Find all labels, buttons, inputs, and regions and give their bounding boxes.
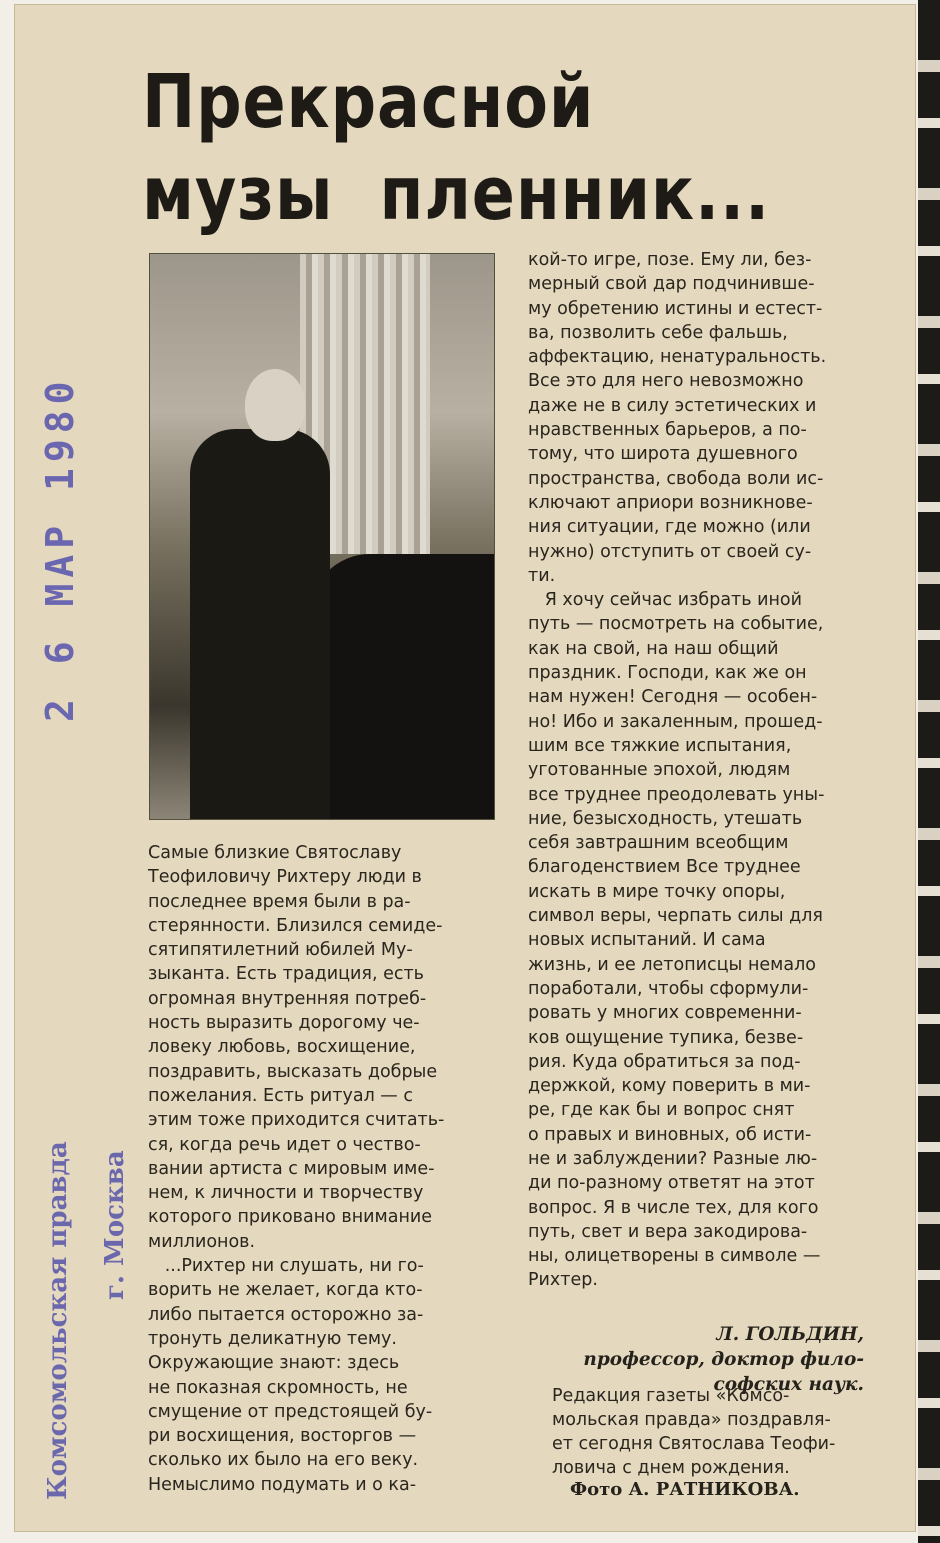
author-signature: Л. ГОЛЬДИН, профессор, доктор фило- софских наук. xyxy=(583,1324,864,1395)
photo-credit: Фото А. РАТНИКОВА. xyxy=(570,1479,800,1500)
pianist-head xyxy=(245,369,305,441)
headline: Прекрасной музы пленник... xyxy=(142,59,771,237)
newspaper-stamp: Комсомольская правда xyxy=(43,1141,73,1500)
editorial-note: Редакция газеты «Комсо- мольская правда» поздравля- ет сегодня Святослава Теофи- ловича с днем рождения. xyxy=(552,1386,836,1478)
newspaper-clipping xyxy=(14,4,916,1532)
photo-of-pianist xyxy=(150,254,494,819)
scan-edge xyxy=(918,0,940,1543)
date-stamp: 2 6 МАР 1980 xyxy=(38,375,82,722)
article-column-1: Самые близкие Святославу Теофиловичу Рихтеру люди в последнее время были в ра- стерянности. Близился семиде- сятипятилетний юбилей Му- зыканта. Есть традиция, есть огромная внутренняя потреб- ность выразить дорогому че- ловеку любовь, восхищение, поздравить, высказать добрые пожелания. Есть ритуал — с этим тоже приходится считать- ся, когда речь идет о чество- вании артиста с мировым име- нем, к личности и творчеству которого приковано внимание миллионов. ...Рихтер ни слушать, ни го- ворить не желает, когда кто- либо пытается осторожно за- тронуть деликатную тему. Окружающие знают: здесь не показная скромность, не смущение от предстоящей бу- ри восхищения, восторгов — сколько их было на его веку. Немыслимо подумать и о ка- xyxy=(148,843,445,1495)
pianist-figure xyxy=(190,429,330,819)
city-stamp: г. Москва xyxy=(100,1150,130,1300)
article-column-2: кой-то игре, позе. Ему ли, без- мерный свой дар подчинивше- му обретению истины и естест- ва, позволить себе фальшь, аффектацию, ненатуральность. Все это для него невозможно даже не в силу эстетических и нравственных барьеров, а по- тому, что широта душевного пространства, свобода воли ис- ключают априори возникнове- ния ситуации, где можно (или нужно) отступить от своей су- ти. Я хочу сейчас избрать иной путь — посмотреть на событие, как на свой, на наш общий праздник. Господи, как же он нам нужен! Сегодня — особен- но! Ибо и закаленным, прошед- шим все тяжкие испытания, уготованные эпохой, людям все труднее преодолевать уны- ние, безысходность, утешать себя завтрашним всеобщим благоденствием Все труднее искать в мире точку опоры, символ веры, черпать силы для новых испытаний. И сама жизнь, и ее летописцы немало поработали, чтобы сформули- ровать у многих современни- ков ощущение тупика, безве- рия. Куда обратиться за под- держкой, кому поверить в ми- ре, где как бы и вопрос снят о правых и виновных, об исти- не и заблуждении? Разные лю- ди по-разному ответят на этот вопрос. Я в числе тех, для кого путь, свет и вера закодирова- ны, олицетворены в символе — Рихтер. xyxy=(528,250,827,1291)
piano-shape xyxy=(310,554,494,819)
